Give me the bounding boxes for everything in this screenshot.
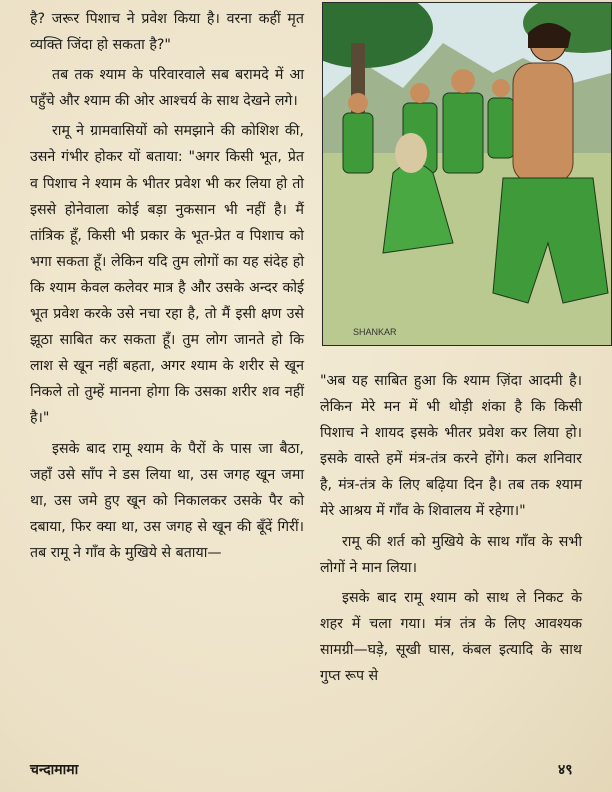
paragraph: "अब यह साबित हुआ कि श्याम ज़िंदा आदमी है। लेकिन मेरे मन में भी थोड़ी शंका है कि किसी पिशाच ने शायद इसके भीतर प्रवेश कर लिया हो। इसके वास्ते हमें मंत्र-तंत्र करने होंगे। कल शनिवार है, मंत्र-तंत्र के लिए बढ़िया दिन है। तब तक श्याम मेरे आश्रय में गाँव के शिवालय में रहेगा।" xyxy=(320,373,582,520)
story-illustration xyxy=(322,2,612,346)
artist-signature: SHANKAR xyxy=(353,327,397,337)
paragraph: तब तक श्याम के परिवारवाले सब बरामदे में आ पहुँचे और श्याम की ओर आश्चर्य के साथ देखने लगे। xyxy=(30,67,304,110)
magazine-title: चन्दामामा xyxy=(30,762,79,778)
paragraph: है? जरूर पिशाच ने प्रवेश किया है। वरना कहीं मृत व्यक्ति जिंदा हो सकता है?" xyxy=(30,11,304,54)
paragraph: रामू ने ग्रामवासियों को समझाने की कोशिश की, उसने गंभीर होकर यों बताया: "अगर किसी भूत, प्रेत व पिशाच ने श्याम के भीतर प्रवेश भी कर लिया हो तो इससे होनेवाला कोई बड़ा नुकसान भी नहीं है। मैं तांत्रिक हूँ, किसी भी प्रकार के भूत-प्रेत व पिशाच को भगा सकता हूँ। लेकिन यदि तुम लोगों का यह संदेह हो कि श्याम केवल कलेवर मात्र है और उसके अन्दर कोई भूत प्रवेश करके उसे नचा रहा है, तो मैं इसी क्षण उसे झूठा साबित कर सकता हूँ। तुम लोग जानते हो कि लाश से खून नहीं बहता, अगर श्याम के शरीर से खून निकले तो तुम्हें मानना होगा कि उसका शरीर शव नहीं है।" xyxy=(30,123,304,427)
paragraph: इसके बाद रामू श्याम को साथ ले निकट के शहर में चला गया। मंत्र तंत्र के लिए आवश्यक सामग्री—घड़े, सूखी घास, कंबल इत्यादि के साथ गुप्त रूप से xyxy=(320,589,582,685)
paragraph: इसके बाद रामू श्याम के पैरों के पास जा बैठा, जहाँ उसे साँप ने डस लिया था, उस जगह खून जमा था, उस जमे हुए खून को निकालकर उसके पैर को दबाया, फिर क्या था, उस जगह से खून की बूँदें गिरीं। तब रामू ने गाँव के मुखिये से बताया— xyxy=(30,440,304,561)
page-number: ४९ xyxy=(558,762,573,778)
left-text-column xyxy=(30,6,304,570)
paragraph: रामू की शर्त को मुखिये के साथ गाँव के सभी लोगों ने मान लिया। xyxy=(320,533,582,576)
illustration-drawing xyxy=(323,3,611,345)
right-text-column xyxy=(320,368,582,693)
